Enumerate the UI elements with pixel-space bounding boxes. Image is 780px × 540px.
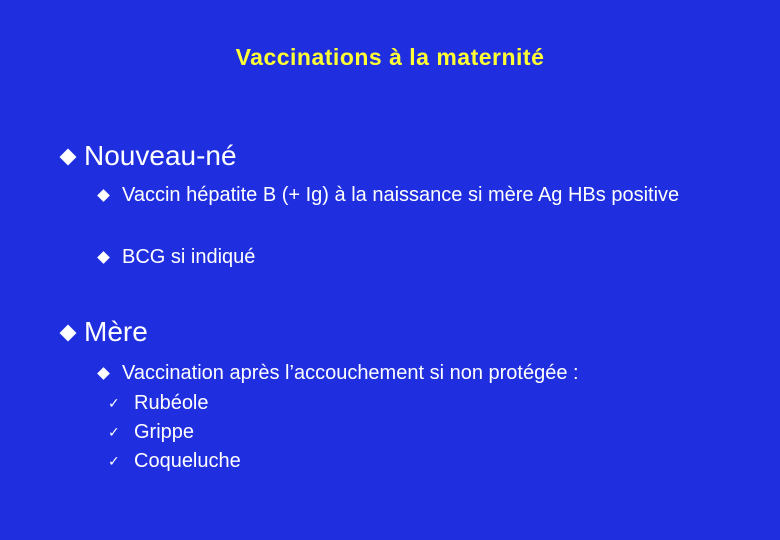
check-bullet-icon: ✓ (108, 453, 120, 469)
bullet-text: Vaccin hépatite B (+ Ig) à la naissance si mère Ag HBs positive (122, 184, 680, 206)
bullet-text: BCG si indiqué (122, 246, 256, 268)
subbullet-text: Coqueluche (134, 450, 241, 472)
subbullet-text: Grippe (134, 421, 195, 443)
bullet-text: Vaccination après l’accouchement si non protégée : (122, 362, 579, 384)
subbullet-text: Rubéole (134, 392, 209, 414)
diamond-bullet-icon (60, 149, 77, 166)
section-heading: Mère (84, 316, 148, 347)
diamond-bullet-icon (97, 367, 110, 380)
check-bullet-icon: ✓ (108, 395, 120, 411)
diamond-bullet-icon (97, 251, 110, 264)
diamond-bullet-icon (60, 325, 77, 342)
section-heading: Nouveau-né (84, 140, 237, 171)
slide-title: Vaccinations à la maternité (235, 44, 545, 70)
check-bullet-icon: ✓ (108, 424, 120, 440)
diamond-bullet-icon (97, 189, 110, 202)
